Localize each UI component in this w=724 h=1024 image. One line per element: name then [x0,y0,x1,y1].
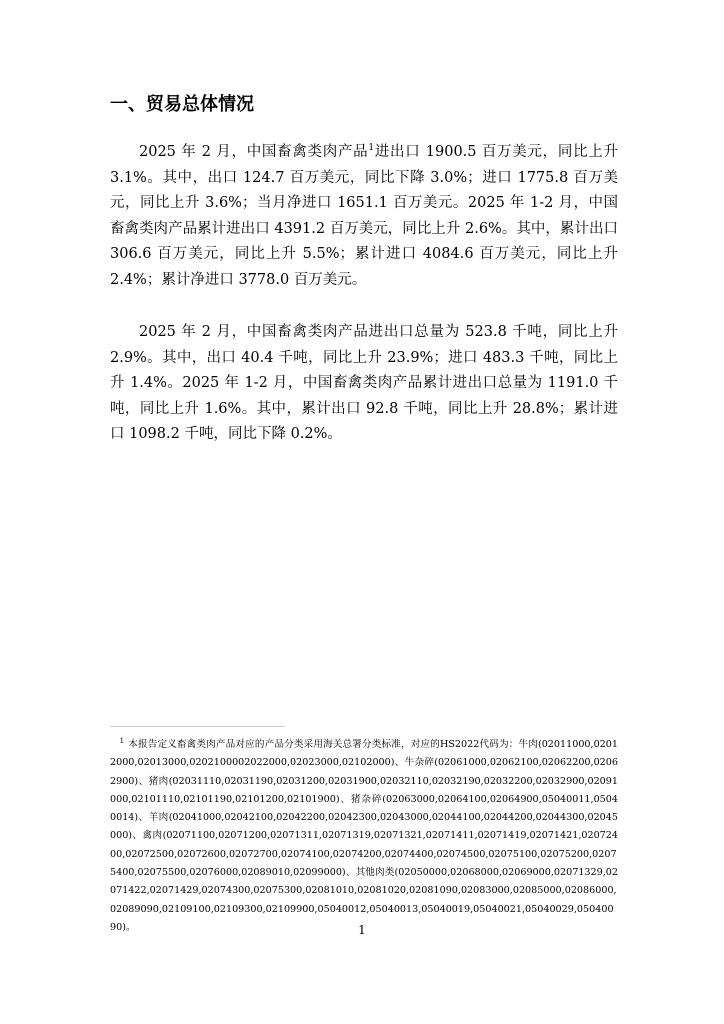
paragraph-trade-value [110,140,618,293]
footnote-text: 本报告定义畜禽类肉产品对应的产品分类采用海关总署分类标准，对应的HS2022代码为：牛肉(02011000,02012000,02013000,0202100002022000,02023000,02102000)、牛杂碎(02061000,02062100,02062200,02062900)、猪肉(02031110,02031190,02031200,02031900,02032110,02032190,02032200,02032900,02091000,02101110,02101190,02101200,02101900)、猪杂碎(02063000,02064100,02064900,05040011,05040014)、羊肉(02041000,02042100,02042200,02042300,02043000,02044100,02044200,02044300,02045000)、禽肉(02071100,02071200,02071311,02071319,02071321,02071411,02071419,02071421,02072400,02072500,02072600,02072700,02074100,02074200,02074400,02074500,02075100,02075200,02075400,02075500,02076000,02089010,02099000)、其他肉类(02050000,02068000,02069000,02071329,02071422,02071429,02074300,02075300,02081010,02081020,02081090,02083000,02085000,02086000,02089090,02109100,02109300,02109900,05040012,05040013,05040019,05040021,05040029,05040090)。 [110,739,618,933]
footnote-reference[interactable]: 1 [368,143,375,154]
paragraph-trade-volume: 2025 年 2 月，中国畜禽类肉产品进出口总量为 523.8 千吨，同比上升 2.9%。其中，出口 40.4 千吨，同比上升 23.9%；进口 483.3 千吨，同比上升 1.4%。2025 年 1-2 月，中国畜禽类肉产品累计进出口总量为 1191.0 千吨，同比上升 1.6%。其中，累计出口 92.8 千吨，同比上升 28.8%；累计进口 1098.2 千吨，同比下降 0.2%。 [110,324,618,442]
paragraph-text: 2025 年 2 月，中国畜禽类肉产品 [139,144,369,160]
page-number: 1 [358,923,366,937]
paragraph-text: 进出口 1900.5 百万美元，同比上升 3.1%。其中，出口 124.7 百万美元，同比下降 3.0%；进口 1775.8 百万美元，同比上升 3.6%；当月净进口 1651.1 百万美元。2025 年 1-2 月，中国畜禽类肉产品累计进出口 4391.2 百万美元，同比上升 2.6%。其中，累计出口 306.6 百万美元，同比上升 5.5%；累计进口 4084.6 百万美元，同比上升 2.4%；累计净进口 3778.0 百万美元。 [110,144,619,288]
section-title: 一、贸易总体情况 [110,94,254,115]
footnote-divider [110,726,285,727]
footnote-mark: 1 [119,736,125,745]
footnote [110,736,618,937]
